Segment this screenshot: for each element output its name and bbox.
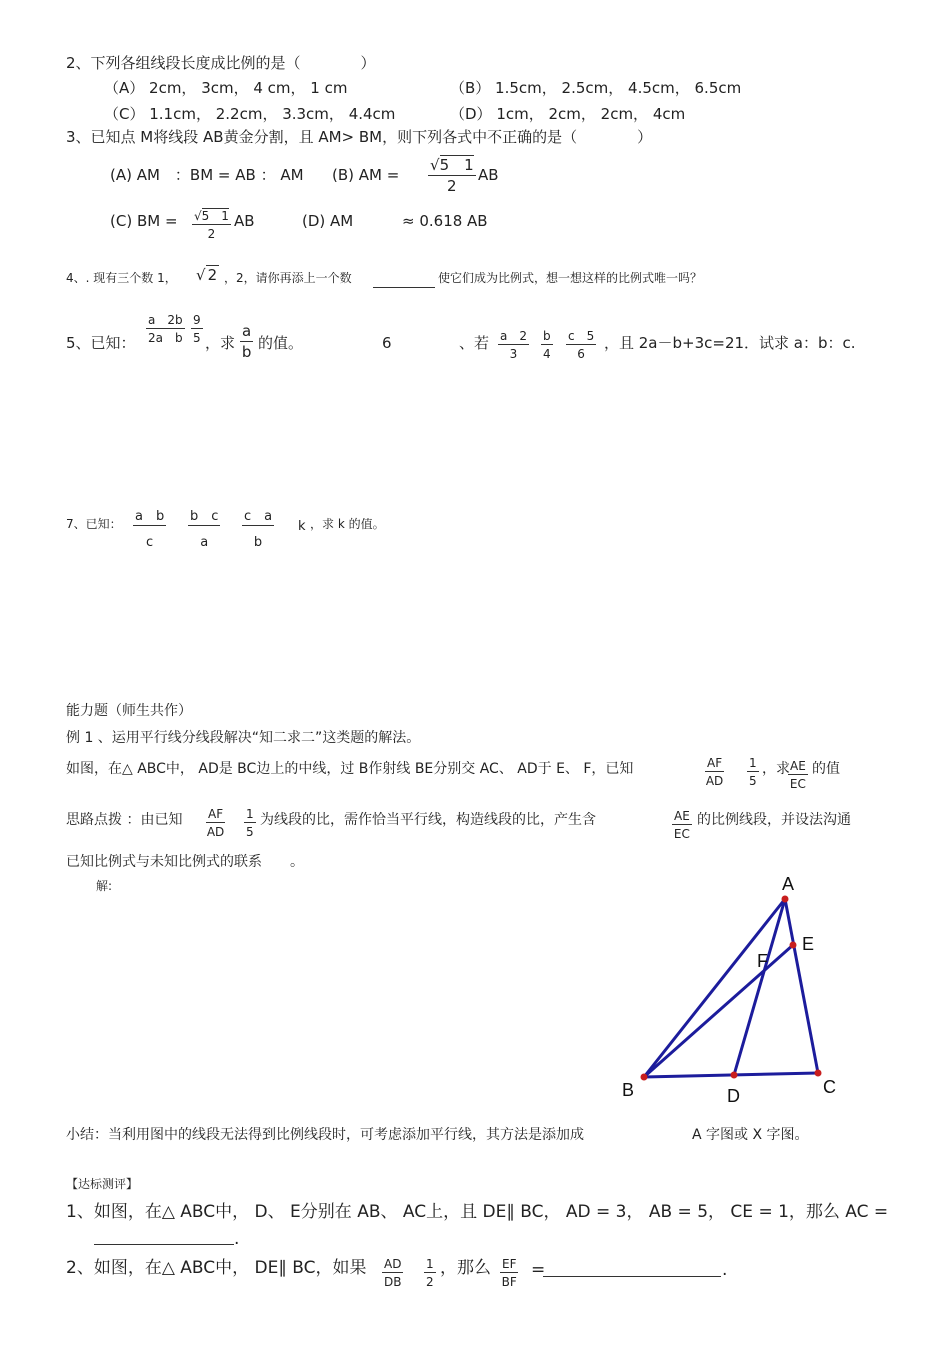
q2-option-b: （B） 1.5cm， 2.5cm， 4.5cm， 6.5cm bbox=[450, 79, 742, 97]
hint-fraction-1 bbox=[206, 808, 225, 838]
q7-fraction-2 bbox=[188, 510, 220, 549]
label-F: F bbox=[757, 951, 768, 971]
q7-fraction-1 bbox=[133, 510, 166, 549]
q6-fraction-1 bbox=[498, 330, 529, 360]
q5-prefix: 5、已知： bbox=[66, 334, 136, 352]
q5-fraction-1-denominator: 2a b bbox=[148, 331, 183, 345]
q6-fraction-2 bbox=[541, 330, 553, 360]
q4-sqrt-value: 2 bbox=[207, 266, 218, 284]
q7-prefix: 7、已知： bbox=[66, 517, 122, 531]
q3-option-c-numerator: 5 1 bbox=[201, 209, 229, 223]
q5-fraction-1 bbox=[146, 314, 185, 344]
hint-line-2: 已知比例式与未知比例式的联系 。 bbox=[66, 854, 304, 870]
hint-fraction-3-denominator: EC bbox=[673, 827, 690, 841]
q2-stem: 2、下列各组线段长度成比例的是（ ） bbox=[66, 54, 376, 72]
q5-mid: ，求 bbox=[205, 334, 236, 352]
q4-answer-blank bbox=[373, 287, 435, 288]
label-A: A bbox=[782, 874, 795, 894]
example-1-given-fraction-1-numerator: AF bbox=[707, 756, 723, 770]
q6-fraction-3 bbox=[566, 330, 596, 360]
q7-suffix: ，求 k 的值。 bbox=[310, 517, 385, 531]
test-2-mid: ，那么 bbox=[440, 1258, 491, 1278]
q6-suffix: ，且 2a－b+3c=21．试求 a：b：c. bbox=[604, 334, 856, 352]
q5-fraction-2-denominator: 5 bbox=[193, 331, 201, 345]
point-B bbox=[641, 1074, 648, 1081]
test-1-end: . bbox=[234, 1229, 240, 1249]
point-C bbox=[815, 1070, 822, 1077]
hint-fraction-1-denominator: AD bbox=[206, 825, 225, 839]
hint-fraction-2 bbox=[244, 808, 256, 838]
ability-title: 能力题（师生共作） bbox=[66, 703, 192, 719]
test-2-fraction-1 bbox=[382, 1258, 403, 1288]
q3-option-b-prefix: (B) AM = bbox=[332, 166, 400, 184]
hint-fraction-3 bbox=[672, 810, 692, 840]
test-2-fraction-1-denominator: DB bbox=[383, 1275, 402, 1289]
q6-number: 6 bbox=[382, 334, 392, 352]
q3-option-d-tail: ≈ 0.618 AB bbox=[402, 212, 488, 230]
q6-fraction-2-numerator: b bbox=[543, 329, 551, 343]
figure-labels bbox=[622, 874, 836, 1106]
q6-fraction-1-numerator: a 2 bbox=[500, 329, 527, 343]
test-2-end: . bbox=[722, 1260, 728, 1280]
q3-option-a: (A) AM ：BM = AB ： AM bbox=[110, 166, 304, 184]
q2-option-c: （C） 1.1cm， 2.2cm， 3.3cm， 4.4cm bbox=[104, 105, 396, 123]
q7-fraction-3 bbox=[242, 510, 274, 549]
q5-fraction-3 bbox=[240, 324, 253, 360]
q5-fraction-3-numerator: a bbox=[242, 322, 252, 340]
q6-fraction-3-denominator: 6 bbox=[577, 347, 585, 361]
hint-fraction-3-numerator: AE bbox=[674, 809, 690, 823]
test-1-line-1: 1、如图，在△ ABC中， D、 E分别在 AB、 AC上，且 DE∥ BC， AD = 3， AB = 5， CE = 1，那么 AC = bbox=[66, 1202, 889, 1222]
q3-option-c-fraction: $\frac{√5 1}{2}$ bbox=[194, 209, 229, 241]
example-1-given-fraction-3-numerator: AE bbox=[790, 759, 806, 773]
q7-fraction-2-denominator: a bbox=[200, 535, 209, 550]
q3-option-b-numerator: 5 1 bbox=[439, 156, 474, 174]
test-2-fraction-3 bbox=[500, 1258, 518, 1288]
example-1-given-fraction-2-numerator: 1 bbox=[749, 756, 757, 770]
q7-fraction-2-numerator: b c bbox=[190, 509, 219, 524]
figure-lines bbox=[644, 899, 818, 1077]
summary-suffix: A 字图或 X 字图。 bbox=[692, 1127, 809, 1143]
q7-k: k bbox=[298, 519, 306, 534]
q3-stem: 3、已知点 M将线段 AB黄金分割，且 AM> BM，则下列各式中不正确的是（ ） bbox=[66, 128, 653, 146]
label-C: C bbox=[823, 1077, 836, 1097]
hint-fraction-1-numerator: AF bbox=[208, 807, 224, 821]
point-D bbox=[731, 1072, 738, 1079]
q4-mid: ，2，请你再添上一个数 bbox=[224, 271, 352, 285]
q4-suffix: 使它们成为比例式，想一想这样的比例式唯一吗？ bbox=[438, 271, 703, 285]
example-1-given-fraction-3 bbox=[788, 760, 808, 790]
q3-option-c-prefix: (C) BM = bbox=[110, 212, 178, 230]
q4-sqrt: √ 2 bbox=[196, 266, 218, 284]
q3-option-d: (D) AM bbox=[302, 212, 354, 230]
test-2-prefix: 2、如图，在△ ABC中， DE∥ BC，如果 bbox=[66, 1258, 367, 1278]
q7-fraction-3-numerator: c a bbox=[244, 509, 273, 524]
q5-fraction-3-denominator: b bbox=[241, 343, 252, 361]
q7-fraction-1-numerator: a b bbox=[135, 509, 165, 524]
solution-label: 解: bbox=[96, 879, 113, 893]
test-2-fraction-1-numerator: AD bbox=[384, 1257, 402, 1271]
q2-option-d: （D） 1cm， 2cm， 2cm， 4cm bbox=[450, 105, 686, 123]
hint-prefix: 思路点拨 ：由已知 bbox=[66, 812, 183, 828]
point-E bbox=[790, 942, 797, 949]
summary-prefix: 小结：当利用图中的线段无法得到比例线段时，可考虑添加平行线，其方法是添加成 bbox=[66, 1127, 584, 1143]
test-2-equals: = bbox=[531, 1260, 546, 1280]
example-1-given-fraction-2 bbox=[747, 757, 759, 787]
point-A bbox=[782, 896, 789, 903]
test-2-fraction-3-denominator: BF bbox=[501, 1275, 517, 1289]
example-1: 例 1 、运用平行线分线段解决“知二求二”这类题的解法。 bbox=[66, 730, 421, 746]
example-1-given-fraction-1-denominator: AD bbox=[705, 774, 724, 788]
example-1-given-suffix: 的值 bbox=[812, 761, 840, 777]
q5-fraction-2-numerator: 9 bbox=[193, 313, 201, 327]
label-E: E bbox=[802, 934, 815, 954]
q4-prefix: 4、. 现有三个数 1， bbox=[66, 271, 177, 285]
label-D: D bbox=[727, 1086, 740, 1106]
test-1-answer-blank bbox=[94, 1244, 234, 1245]
hint-mid: 为线段的比，需作恰当平行线，构造线段的比，产生含 bbox=[260, 812, 596, 828]
q6-fraction-2-denominator: 4 bbox=[542, 347, 551, 361]
q7-fraction-1-denominator: c bbox=[146, 535, 154, 550]
q3-option-b-fraction: $\frac{√5 1}{2}$ bbox=[430, 156, 474, 195]
test-2-fraction-2 bbox=[424, 1258, 436, 1288]
label-B: B bbox=[622, 1080, 635, 1100]
q5-fraction-1-numerator: a 2b bbox=[148, 313, 183, 327]
q6-fraction-3-numerator: c 5 bbox=[568, 329, 595, 343]
segment-BE bbox=[644, 945, 793, 1077]
q3-option-b-denominator: 2 bbox=[447, 177, 457, 195]
figure-points bbox=[641, 896, 822, 1081]
hint-suffix: 的比例线段，并设法沟通 bbox=[697, 812, 851, 828]
q3-option-c-denominator: 2 bbox=[207, 227, 216, 241]
example-1-given-mid: ，求 bbox=[762, 761, 790, 777]
segment-AB bbox=[644, 899, 785, 1077]
q6-fraction-1-denominator: 3 bbox=[509, 347, 518, 361]
test-title: 【达标测评】 bbox=[66, 1177, 139, 1191]
q3-option-b-suffix: AB bbox=[478, 166, 499, 184]
example-1-given-fraction-3-denominator: EC bbox=[789, 777, 806, 791]
q6-prefix: 、若 bbox=[459, 334, 490, 352]
segment-CA bbox=[785, 899, 818, 1073]
hint-fraction-2-denominator: 5 bbox=[246, 825, 254, 839]
test-2-fraction-2-denominator: 2 bbox=[426, 1275, 434, 1289]
example-1-given-fraction-2-denominator: 5 bbox=[749, 774, 757, 788]
test-2-fraction-3-numerator: EF bbox=[502, 1257, 517, 1271]
test-2-fraction-2-numerator: 1 bbox=[426, 1257, 434, 1271]
q3-option-c-suffix: AB bbox=[234, 212, 255, 230]
q2-option-a: （A） 2cm， 3cm， 4 cm， 1 cm bbox=[104, 79, 348, 97]
q5-fraction-2 bbox=[191, 314, 203, 344]
q5-suffix: 的值。 bbox=[258, 334, 304, 352]
q7-fraction-3-denominator: b bbox=[253, 535, 263, 550]
triangle-figure bbox=[600, 870, 860, 1110]
example-1-given-fraction-1 bbox=[705, 757, 724, 787]
hint-fraction-2-numerator: 1 bbox=[246, 807, 254, 821]
test-2-answer-blank bbox=[543, 1276, 721, 1277]
segment-AD bbox=[734, 899, 785, 1075]
example-1-given-prefix: 如图，在△ ABC中， AD是 BC边上的中线，过 B作射线 BE分别交 AC、 AD于 E、 F，已知 bbox=[66, 761, 634, 777]
